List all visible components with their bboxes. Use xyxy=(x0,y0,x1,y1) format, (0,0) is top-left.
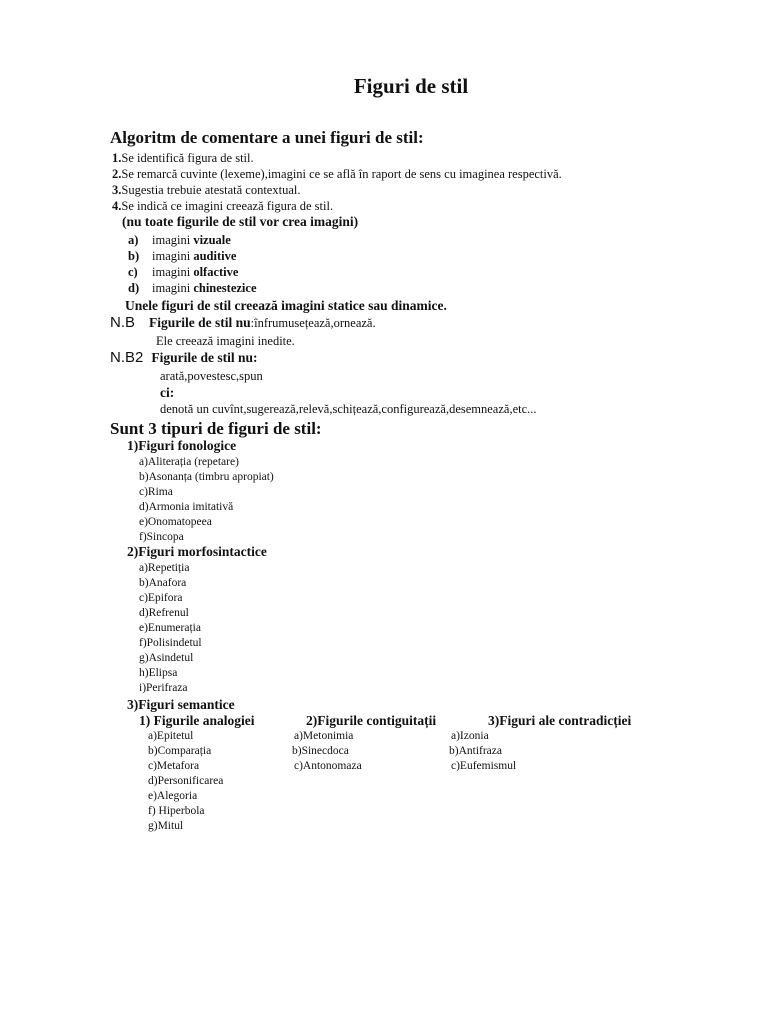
analogiei-heading: 1) Figurile analogiei xyxy=(139,713,255,728)
contiguitatii-heading: 2)Figurile contiguitații xyxy=(306,713,437,728)
list-item: b)Antifraza xyxy=(449,745,502,757)
list-item: e)Enumerația xyxy=(139,622,201,634)
list-item: g)Asindetul xyxy=(139,652,194,664)
list-item: a)Izonia xyxy=(451,730,489,742)
list-item: h)Elipsa xyxy=(139,667,178,679)
nb2-note: N.B2 Figurile de stil nu: xyxy=(110,349,258,366)
nb-note-line: Ele creează imagini inedite. xyxy=(156,334,295,348)
list-item: e)Alegoria xyxy=(148,790,198,802)
list-item: f)Polisindetul xyxy=(139,637,202,649)
list-item: f) Hiperbola xyxy=(148,805,205,817)
types-heading: Sunt 3 tipuri de figuri de stil: xyxy=(110,419,322,438)
list-item: d)Refrenul xyxy=(139,607,189,619)
list-item: a)Repetiția xyxy=(139,562,190,574)
algorithm-step: 2.Se remarcă cuvinte (lexeme),imagini ce se află în raport de sens cu imaginea respectivă. xyxy=(112,167,562,181)
fonologice-heading: 1)Figuri fonologice xyxy=(127,438,237,453)
image-type-item: b) imagini auditive xyxy=(128,249,237,263)
nb2-line: arată,povestesc,spun xyxy=(160,369,263,383)
algorithm-step: 4.Se indică ce imagini creează figura de stil. xyxy=(112,199,334,213)
list-item: c)Antonomaza xyxy=(294,760,362,772)
list-item: g)Mitul xyxy=(148,820,184,832)
morfosintactice-heading: 2)Figuri morfosintactice xyxy=(127,544,267,559)
page-title: Figuri de stil xyxy=(353,74,469,98)
algorithm-step: 1.Se identifică figura de stil. xyxy=(112,151,254,165)
static-dynamic-note: Unele figuri de stil creează imagini statice sau dinamice. xyxy=(125,298,447,313)
image-type-item: a) imagini vizuale xyxy=(128,233,231,247)
list-item: c)Metafora xyxy=(148,760,200,772)
list-item: b)Comparația xyxy=(148,745,212,757)
image-type-item: d) imagini chinestezice xyxy=(128,281,257,295)
list-item: a)Aliterația (repetare) xyxy=(139,456,239,468)
contradictiei-heading: 3)Figuri ale contradicției xyxy=(488,713,632,728)
nb2-ci: ci: xyxy=(160,385,175,400)
list-item: a)Metonimia xyxy=(294,730,354,742)
list-item: b)Asonanța (timbru apropiat) xyxy=(139,471,274,483)
list-item: c)Rima xyxy=(139,486,173,498)
list-item: d)Armonia imitativă xyxy=(139,501,234,513)
list-item: i)Perifraza xyxy=(139,682,188,694)
list-item: e)Onomatopeea xyxy=(139,516,212,528)
list-item: b)Anafora xyxy=(139,577,187,589)
algorithm-note: (nu toate figurile de stil vor crea imagini) xyxy=(122,214,359,229)
list-item: d)Personificarea xyxy=(148,775,224,787)
nb-note: N.B Figurile de stil nu:înfrumusețează,ornează. xyxy=(110,314,376,331)
list-item: c)Epifora xyxy=(139,592,183,604)
semantice-heading: 3)Figuri semantice xyxy=(127,697,235,712)
algorithm-heading: Algoritm de comentare a unei figuri de stil: xyxy=(110,128,424,147)
list-item: a)Epitetul xyxy=(148,730,194,742)
algorithm-step: 3.Sugestia trebuie atestată contextual. xyxy=(112,183,301,197)
list-item: f)Sincopa xyxy=(139,531,184,543)
nb2-line: denotă un cuvînt,sugerează,relevă,schițează,configurează,desemnează,etc... xyxy=(160,402,537,416)
list-item: b)Sinecdoca xyxy=(292,745,349,757)
image-type-item: c) imagini olfactive xyxy=(128,265,239,279)
list-item: c)Eufemismul xyxy=(451,760,517,772)
